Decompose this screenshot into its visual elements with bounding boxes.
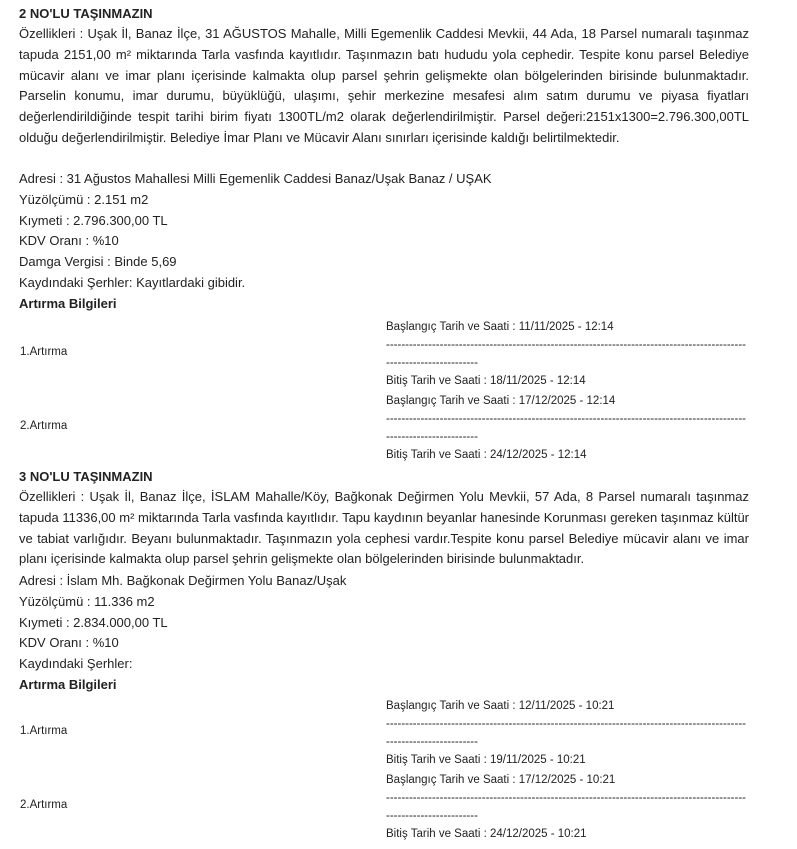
auction-label: 1.Artırma [20,725,68,737]
auction-start: Başlangıç Tarih ve Saati : 17/12/2025 - 12:14 [386,395,616,407]
auction-dates [386,697,746,769]
auction-dates [386,318,746,390]
parcel-2-description: Özellikleri : Uşak İl, Banaz İlçe, 31 AĞUSTOS Mahalle, Milli Egemenlik Caddesi Mevkii, 44 Ada, 18 Parsel numaralı taşınmaz tapuda 2151,00 m² miktarında Tarla vasfında kayıtlıdır. Taşınmazın batı hududu yola cephedir. Tespite konu parsel Belediye mücavir alanı ve imar planı içerisinde kalmakta olup parsel şehrin gelişmekte olan bölgelerinden birisinde bulunmaktadır. Parselin konumu, imar durumu, büyüklüğü, ulaşımı, şehir merkezine mesafesi alım satım durumu ve piyasa fiyatları değerlendirildiğinde tespit tarihi birim fiyatı 1300TL/m2 olarak değerlendirilmiştir. Parsel değeri:2151x1300=2.796.300,00TL olduğu değerlendirilmiştir. Belediye İmar Planı ve Mücavir Alanı sınırları içerisinde kaldığı belirtilmektedir. [19,26,749,145]
auction-label: 2.Artırma [20,420,68,432]
parcel-3-description: Özellikleri : Uşak İl, Banaz İlçe, İSLAM Mahalle/Köy, Bağkonak Değirmen Yolu Mevkii, 57 Ada, 8 Parsel numaralı taşınmaz tapuda 11336,00 m² miktarında Tarla vasfında kayıtlıdır. Tapu kaydının beyanlar hanesinde Korunması gereken taşınmaz kültür ve tabiat varlığıdır. Beyanı bulunmaktadır. Taşınmazın yola cephesi vardır.Tespite konu parsel Belediye mücavir alanı ve imar planı içerisinde kalmakta olup parsel şehrin gelişmekte olan bölgelerinden birisinde bulunmaktadır. [19,489,749,567]
parcel-3-value: Kıymeti : 2.834.000,00 TL [19,614,168,630]
auction-separator: ---------------------------------------------------------------------------------------------------------------------- [386,718,746,748]
auction-end: Bitiş Tarih ve Saati : 24/12/2025 - 12:14 [386,449,587,461]
parcel-2-auction-1 [0,318,780,392]
parcel-2-value: Kıymeti : 2.796.300,00 TL [19,212,168,228]
auction-start: Başlangıç Tarih ve Saati : 12/11/2025 - 10:21 [386,700,615,712]
parcel-3-section [19,466,749,696]
auction-separator: ---------------------------------------------------------------------------------------------------------------------- [386,792,746,822]
parcel-2-section [19,3,749,315]
auction-end: Bitiş Tarih ve Saati : 19/11/2025 - 10:21 [386,754,586,766]
auction-start: Başlangıç Tarih ve Saati : 17/12/2025 - 10:21 [386,774,616,786]
parcel-3-annotations: Kaydındaki Şerhler: [19,656,133,672]
parcel-2-vat: KDV Oranı : %10 [19,233,119,249]
parcel-3-auction-1 [0,697,780,771]
parcel-3-auction-heading: Artırma Bilgileri [19,676,117,692]
auction-end: Bitiş Tarih ve Saati : 18/11/2025 - 12:14 [386,375,586,387]
auction-separator: ---------------------------------------------------------------------------------------------------------------------- [386,413,746,443]
parcel-2-stamp-tax: Damga Vergisi : Binde 5,69 [19,254,177,270]
parcel-3-area: Yüzölçümü : 11.336 m2 [19,593,155,609]
parcel-2-title: 2 NO'LU TAŞINMAZIN [19,6,153,21]
parcel-3-vat: KDV Oranı : %10 [19,635,119,651]
auction-end: Bitiş Tarih ve Saati : 24/12/2025 - 10:21 [386,828,587,840]
auction-start: Başlangıç Tarih ve Saati : 11/11/2025 - 12:14 [386,321,614,333]
parcel-2-annotations: Kaydındaki Şerhler: Kayıtlardaki gibidir. [19,274,246,290]
parcel-3-auction-2 [0,771,780,845]
parcel-2-auction-2 [0,392,780,466]
auction-dates [386,771,746,843]
auction-label: 1.Artırma [20,346,68,358]
parcel-2-auction-heading: Artırma Bilgileri [19,295,117,311]
parcel-3-title: 3 NO'LU TAŞINMAZIN [19,469,153,484]
parcel-2-area: Yüzölçümü : 2.151 m2 [19,191,149,207]
auction-label: 2.Artırma [20,799,68,811]
auction-dates [386,392,746,464]
parcel-2-address: Adresi : 31 Ağustos Mahallesi Milli Egemenlik Caddesi Banaz/Uşak Banaz / UŞAK [19,171,492,186]
auction-separator: ---------------------------------------------------------------------------------------------------------------------- [386,339,746,369]
parcel-3-address: Adresi : İslam Mh. Bağkonak Değirmen Yolu Banaz/Uşak [19,573,347,588]
